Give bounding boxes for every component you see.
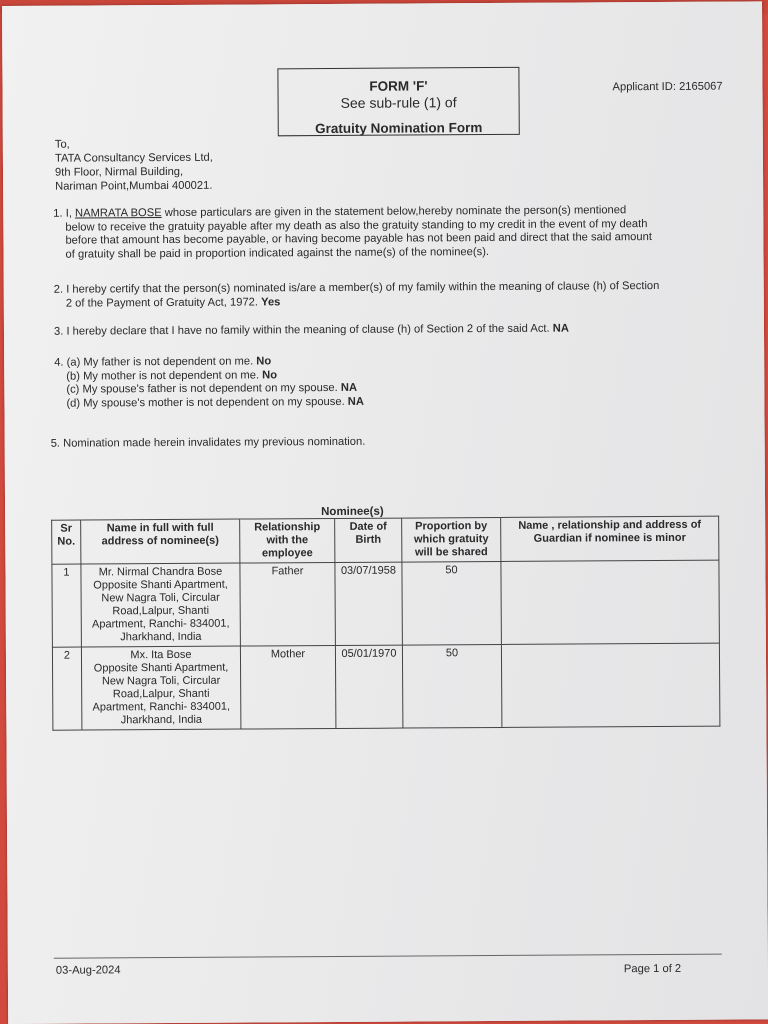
clause-2: 2. I hereby certify that the person(s) nominated is/are a member(s) of my family within the meaning of clause (h) of Section 2 of the Payment of Gratuity Act, 1972. Yes <box>53 279 660 310</box>
clause-1: 1. I, NAMRATA BOSE whose particulars are given in the statement below,hereby nominate the person(s) mentioned below to receive the gratuity payable after my death as also the gratuity standing to my credit in the event of my death before that amount has become payable, or having become payable has not been paid and direct that the said amount of gratuity shall be paid in proportion indicated against the name(s) of the nominee(s). <box>53 204 652 261</box>
col-guardian: Name , relationship and address of Guardian if nominee is minor <box>501 516 719 561</box>
address-city: Nariman Point,Mumbai 400021. <box>55 179 213 193</box>
clause-4: 4. (a) My father is not dependent on me. No (b) My mother is not dependent on me. No (c) My spouse's father is not dependent on my spouse. NA (d) My spouse's mother is not dependent on my spouse. NA <box>54 355 364 410</box>
form-subrule: See sub-rule (1) of <box>340 94 457 111</box>
address-floor: 9th Floor, Nirmal Building, <box>54 165 184 179</box>
footer-divider <box>54 954 722 959</box>
form-title-box <box>277 67 519 136</box>
row-sr: 1 <box>52 564 82 647</box>
form-title: FORM 'F' <box>369 78 428 94</box>
form-name: Gratuity Nomination Form <box>315 120 483 137</box>
table-row <box>52 643 719 730</box>
row-name-address: Mr. Nirmal Chandra Bose Opposite Shanti Apartment, New Nagra Toli, Circular Road,Lalpur, Shanti Apartment, Ranchi- 834001, Jharkhand, India <box>81 563 241 647</box>
nominee-table <box>51 516 720 731</box>
address-to: To, <box>54 138 70 151</box>
clause-2-answer: Yes <box>261 295 281 308</box>
address-block <box>55 137 213 194</box>
row-sr: 2 <box>52 647 82 730</box>
row-name-address: Mx. Ita Bose Opposite Shanti Apartment, New Nagra Toli, Circular Road,Lalpur, Shanti Apartment, Ranchi- 834001, Jharkhand, India <box>81 646 241 730</box>
footer-date: 03-Aug-2024 <box>55 964 121 977</box>
address-company: TATA Consultancy Services Ltd, <box>54 151 213 165</box>
clause-3: 3. I hereby declare that I have no family within the meaning of clause (h) of Section 2 of the said Act. NA <box>53 322 569 338</box>
table-header-row <box>52 516 719 564</box>
row-guardian <box>501 560 720 644</box>
table-row <box>52 560 719 647</box>
col-dob: Date of Birth <box>335 518 402 562</box>
row-relationship: Father <box>240 562 336 646</box>
applicant-id: Applicant ID: 2165067 <box>612 80 723 94</box>
row-dob: 03/07/1958 <box>335 562 403 645</box>
row-dob: 05/01/1970 <box>335 645 403 728</box>
nominator-name: NAMRATA BOSE <box>74 207 162 220</box>
nominees-heading: Nominee(s) <box>321 505 384 519</box>
col-sr: Sr No. <box>52 520 81 564</box>
row-relationship: Mother <box>240 645 336 729</box>
col-relationship: Relationship with the employee <box>240 518 335 563</box>
col-proportion: Proportion by which gratuity will be shared <box>402 517 501 562</box>
document-page <box>2 1 768 1024</box>
clause-3-answer: NA <box>552 322 569 335</box>
row-proportion: 50 <box>402 644 502 728</box>
row-guardian <box>501 643 720 727</box>
col-name: Name in full with full address of nominee(s) <box>81 519 240 564</box>
row-proportion: 50 <box>402 561 502 645</box>
footer-page: Page 1 of 2 <box>623 962 682 976</box>
clause-5: 5. Nomination made herein invalidates my previous nomination. <box>50 435 366 450</box>
